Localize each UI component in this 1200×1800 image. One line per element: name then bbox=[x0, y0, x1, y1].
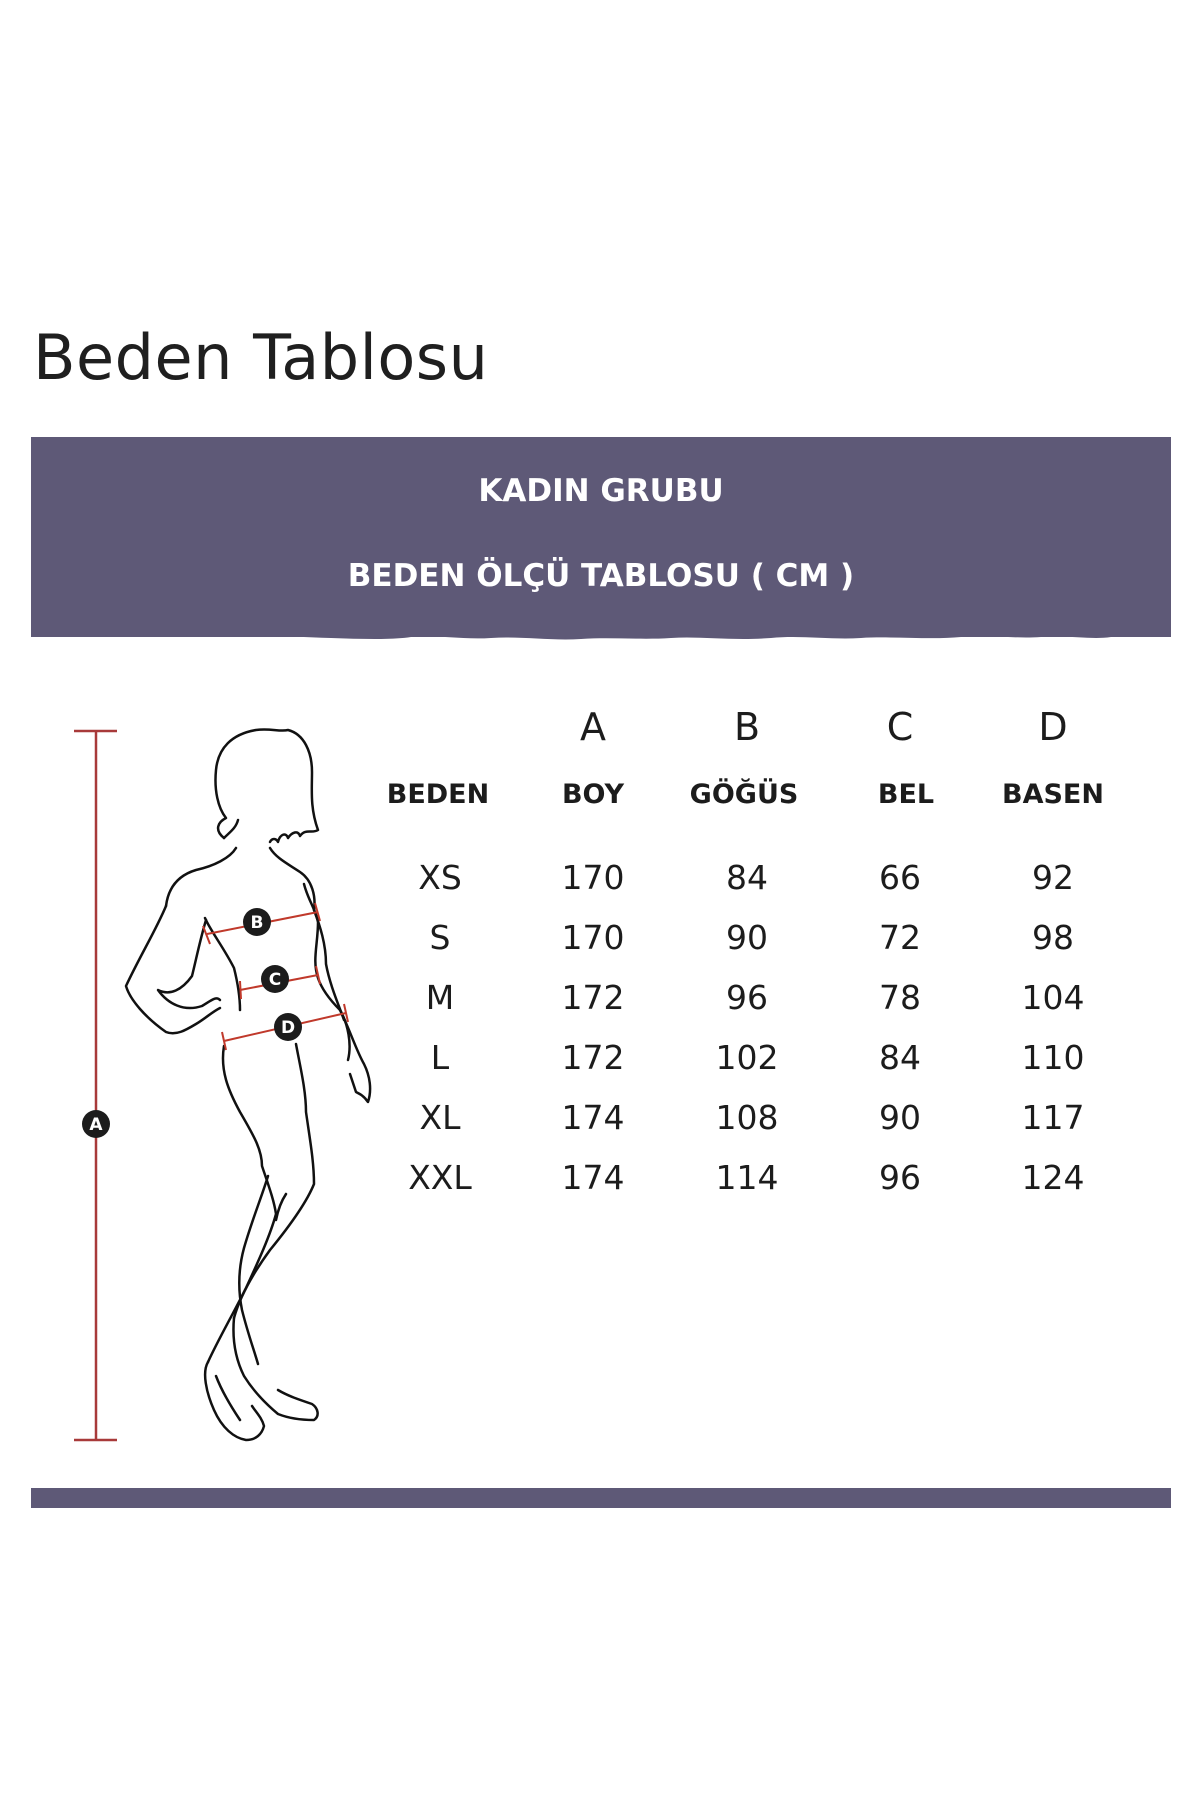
cell-bel: 96 bbox=[879, 1158, 921, 1197]
header-beden: BEDEN bbox=[386, 779, 490, 810]
page-title: Beden Tablosu bbox=[33, 321, 489, 394]
svg-text:D: D bbox=[280, 1018, 296, 1038]
height-marker-a bbox=[82, 1110, 110, 1138]
cell-size: XXL bbox=[408, 1158, 472, 1197]
waist-line-c bbox=[240, 965, 320, 999]
cell-size: M bbox=[425, 978, 455, 1017]
banner-subtitle: BEDEN ÖLÇÜ TABLOSU ( CM ) bbox=[347, 558, 855, 594]
cell-size: S bbox=[429, 918, 451, 957]
column-letter-b: B bbox=[733, 705, 761, 749]
cell-bel: 66 bbox=[879, 858, 921, 897]
header-gogus: GÖĞÜS bbox=[689, 779, 799, 810]
header-basen: BASEN bbox=[1002, 779, 1104, 810]
cell-boy: 170 bbox=[561, 858, 625, 897]
cell-bel: 72 bbox=[879, 918, 921, 957]
cell-gogus: 114 bbox=[715, 1158, 779, 1197]
svg-text:B: B bbox=[250, 913, 264, 933]
cell-gogus: 84 bbox=[726, 858, 768, 897]
svg-text:C: C bbox=[268, 970, 282, 990]
size-chart-banner bbox=[31, 437, 1171, 637]
column-letter-c: C bbox=[886, 705, 914, 749]
body-outline bbox=[126, 729, 370, 1440]
cell-basen: 92 bbox=[1032, 858, 1074, 897]
height-line-a bbox=[74, 731, 117, 1440]
body-measurement-figure bbox=[40, 700, 380, 1460]
column-letter-a: A bbox=[580, 705, 606, 749]
banner-torn-edge bbox=[31, 628, 1171, 644]
header-boy: BOY bbox=[561, 779, 625, 810]
cell-boy: 172 bbox=[561, 978, 625, 1017]
cell-basen: 110 bbox=[1021, 1038, 1085, 1077]
cell-boy: 174 bbox=[561, 1098, 625, 1137]
cell-basen: 98 bbox=[1032, 918, 1074, 957]
cell-boy: 172 bbox=[561, 1038, 625, 1077]
cell-bel: 84 bbox=[879, 1038, 921, 1077]
cell-size: XL bbox=[419, 1098, 461, 1137]
hip-line-d bbox=[222, 1004, 348, 1050]
cell-gogus: 108 bbox=[715, 1098, 779, 1137]
cell-boy: 170 bbox=[561, 918, 625, 957]
cell-bel: 78 bbox=[879, 978, 921, 1017]
cell-boy: 174 bbox=[561, 1158, 625, 1197]
banner-group-label: KADIN GRUBU bbox=[478, 473, 724, 509]
cell-size: XS bbox=[418, 858, 462, 897]
svg-text:A: A bbox=[89, 1115, 103, 1135]
cell-basen: 124 bbox=[1021, 1158, 1085, 1197]
footer-bar bbox=[31, 1488, 1171, 1508]
chest-line-b bbox=[203, 903, 320, 944]
cell-gogus: 102 bbox=[715, 1038, 779, 1077]
cell-gogus: 90 bbox=[726, 918, 768, 957]
cell-basen: 104 bbox=[1021, 978, 1085, 1017]
cell-bel: 90 bbox=[879, 1098, 921, 1137]
cell-size: L bbox=[430, 1038, 450, 1077]
header-bel: BEL bbox=[877, 779, 935, 810]
cell-gogus: 96 bbox=[726, 978, 768, 1017]
column-letter-d: D bbox=[1038, 705, 1068, 749]
cell-basen: 117 bbox=[1021, 1098, 1085, 1137]
